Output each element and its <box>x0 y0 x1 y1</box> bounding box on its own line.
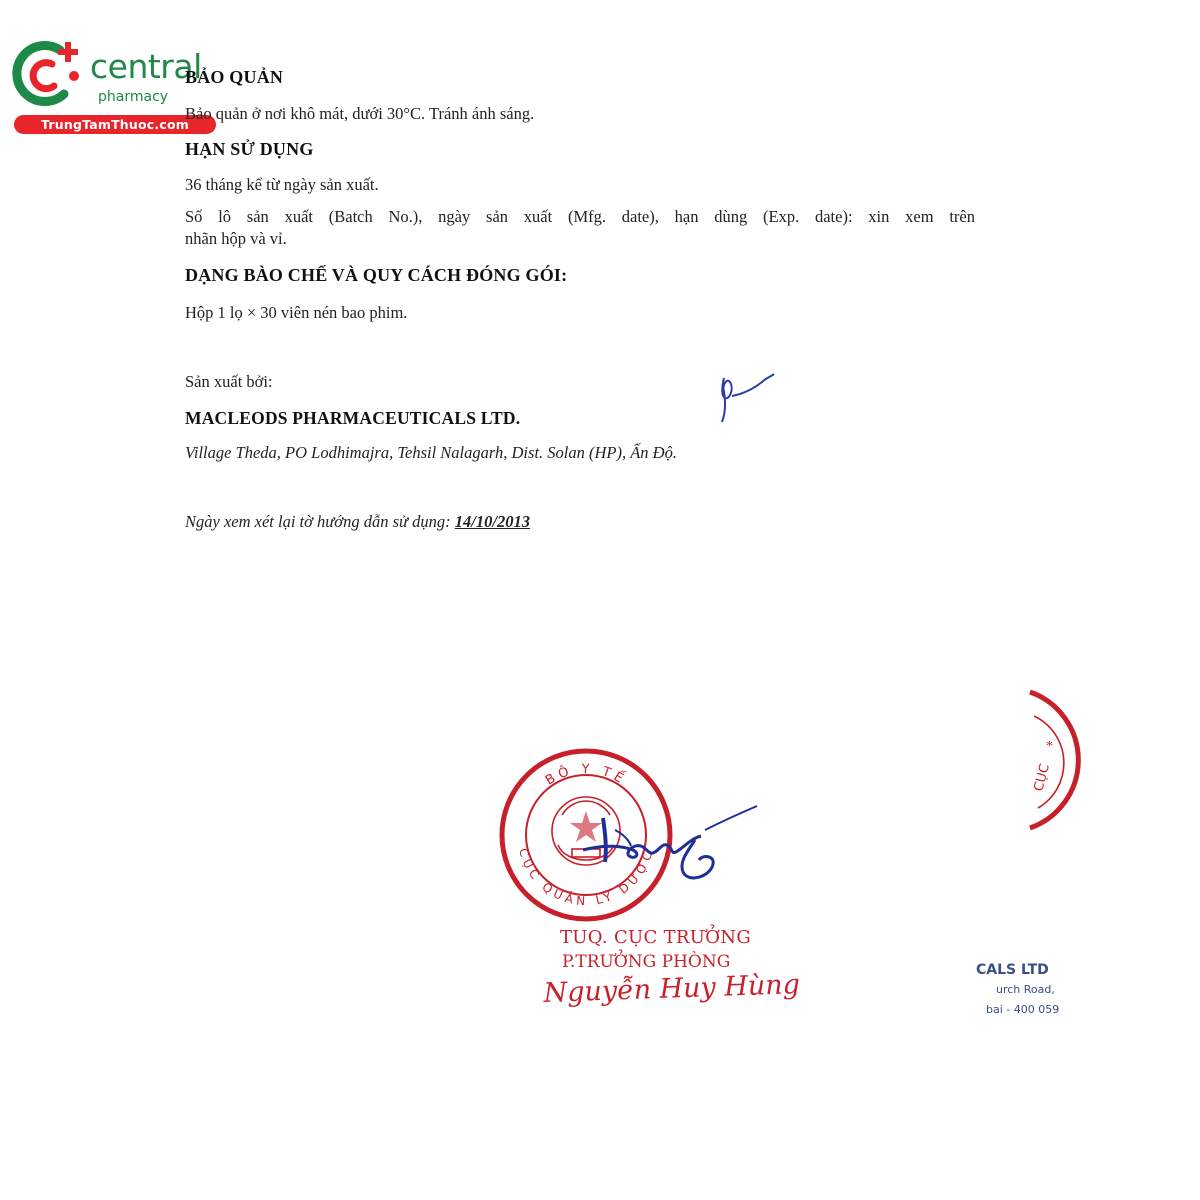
manufacturer-name: MACLEODS PHARMACEUTICALS LTD. <box>185 408 521 428</box>
signer-name: Nguyễn Huy Hùng <box>543 969 801 1009</box>
batch-text-line2: nhãn hộp và vỉ. <box>185 229 287 248</box>
approval-title-line2: P.TRƯỞNG PHÒNG <box>562 952 731 972</box>
approval-title-line1: TUQ. CỤC TRƯỞNG <box>560 927 752 948</box>
manufacturer-address: Village Theda, PO Lodhimajra, Tehsil Nalagarh, Dist. Solan (HP), Ấn Độ. <box>185 443 677 462</box>
review-date-line <box>185 512 530 532</box>
logo-brand-text: central <box>90 47 202 86</box>
central-pharmacy-logo <box>8 36 213 136</box>
manufactured-by-label: Sản xuất bởi: <box>185 372 273 391</box>
partial-company-line3: bai - 400 059 <box>986 1003 1060 1016</box>
dosage-form-heading: DẠNG BÀO CHẾ VÀ QUY CÁCH ĐÓNG GÓI: <box>185 265 568 285</box>
storage-text: Bảo quản ở nơi khô mát, dưới 30°C. Tránh ánh sáng. <box>185 104 535 123</box>
shelf-life-text: 36 tháng kể từ ngày sản xuất. <box>185 175 379 194</box>
storage-heading: BẢO QUẢN <box>185 67 284 87</box>
stamp-top-text: BỘ Y TẾ <box>543 761 629 789</box>
central-pharmacy-logo-mark-icon <box>8 36 90 114</box>
logo-sub-text: pharmacy <box>98 89 169 105</box>
partial-company-line2: urch Road, <box>996 983 1055 996</box>
initial-signature-icon <box>712 368 782 428</box>
director-signature-icon <box>575 800 765 895</box>
review-date-label: Ngày xem xét lại tờ hướng dẫn sử dụng: <box>185 512 451 531</box>
partial-company-line1: CALS LTD <box>976 962 1049 978</box>
batch-text-line1: Số lô sản xuất (Batch No.), ngày sản xuất (Mfg. date), hạn dùng (Exp. date): xin xem trên <box>185 207 975 226</box>
logo-website[interactable]: TrungTamThuoc.com <box>14 115 216 134</box>
dosage-form-text: Hộp 1 lọ × 30 viên nén bao phim. <box>185 303 408 322</box>
shelf-life-heading: HẠN SỬ DỤNG <box>185 139 314 159</box>
partial-stamp-text: CỤC <box>1031 762 1054 794</box>
stamp-bottom-text: CỤC QUẢN LÝ DƯỢC <box>516 846 656 909</box>
partial-stamp <box>990 680 1085 840</box>
review-date-value: 14/10/2013 <box>454 512 530 531</box>
partial-stamp-star-icon: * <box>1046 739 1053 754</box>
